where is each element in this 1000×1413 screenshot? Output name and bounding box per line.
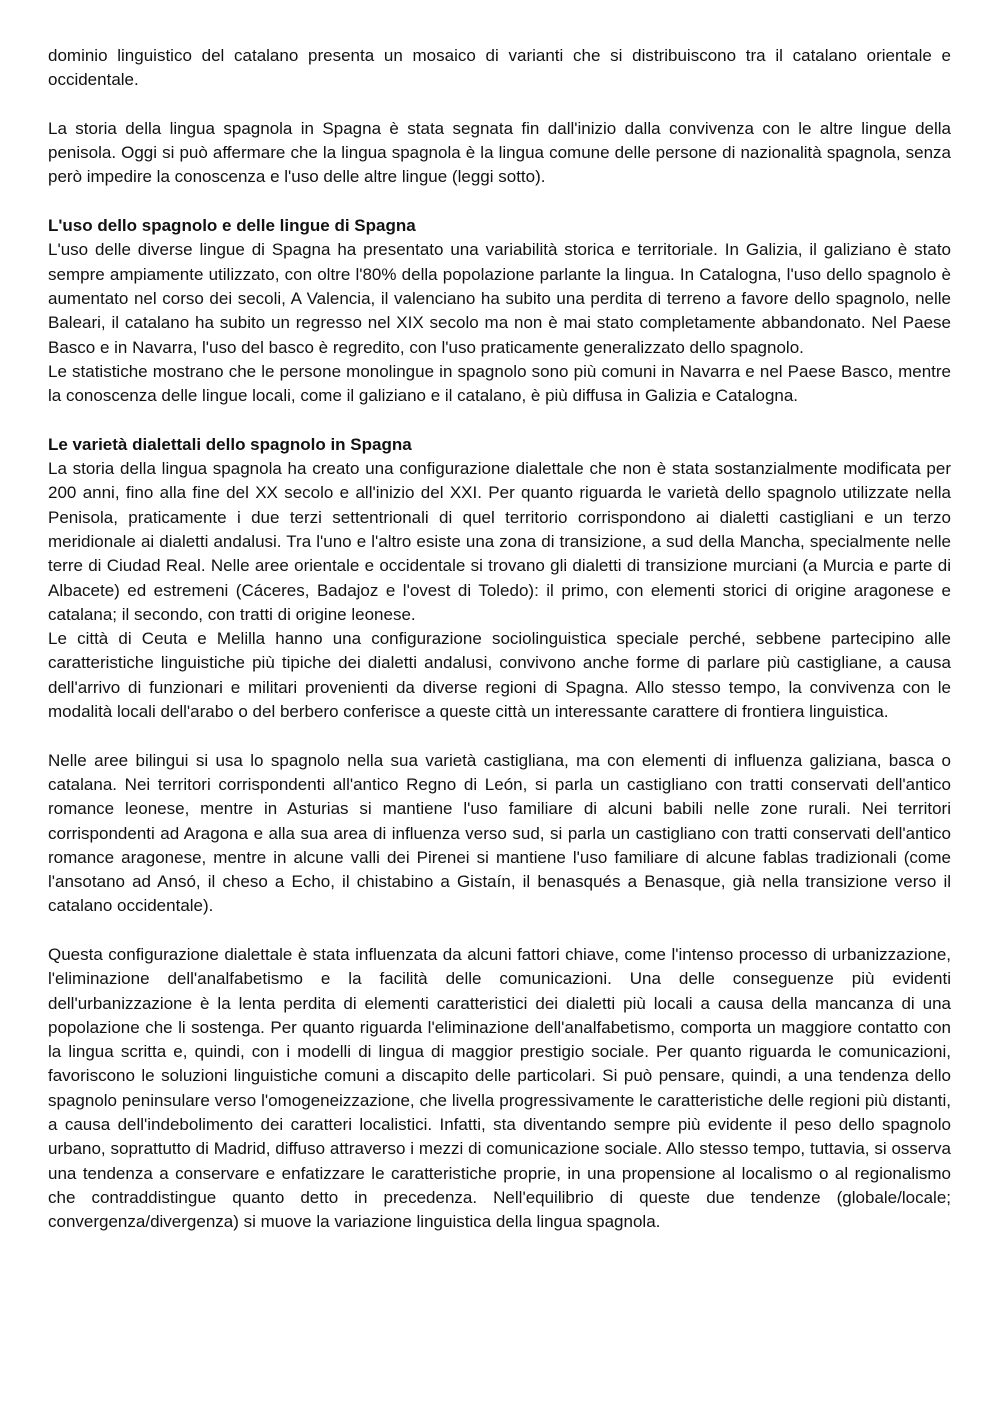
paragraph-spacer	[48, 919, 951, 943]
section1-paragraph-2: Le statistiche mostrano che le persone monolingue in spagnolo sono più comuni in Navarra e nel Paese Basco, mentre la conoscenza delle lingue locali, come il galiziano e il catalano, è più diffusa in Galizia e Catalogna.	[48, 361, 951, 406]
section2-paragraph-1: La storia della lingua spagnola ha creato una configurazione dialettale che non è stata sostanzialmente modificata per 200 anni, fino alla fine del XX secolo e all'inizio del XXI. Per quanto riguarda le varietà dello spagnolo utilizzate nella Penisola, praticamente i due terzi settentrionali di quel territorio corrispondono ai dialetti castigliani e un terzo meridionale ai dialetti andalusi. Tra l'uno e l'altro esiste una zona di transizione, a sud della Mancha, specialmente nelle terre di Ciudad Real. Nelle aree orientale e occidentale si trovano gli dialetti di transizione murciani (a Murcia e parte di Albacete) ed estremeni (Cáceres, Badajoz e l'ovest di Toledo): il primo, con elementi storici di origine aragonese e catalana; il secondo, con tratti di origine leonese.	[48, 459, 951, 624]
intro-continuation-paragraph: dominio linguistico del catalano presenta un mosaico di varianti che si distribuiscono tra il catalano orientale e occidentale.	[48, 46, 951, 90]
paragraph-spacer	[48, 93, 951, 117]
section-heading-language-use: L'uso dello spagnolo e delle lingue di Spagna	[48, 216, 416, 236]
section2-paragraph-4: Questa configurazione dialettale è stata influenzata da alcuni fattori chiave, come l'intenso processo di urbanizzazione, l'eliminazione dell'analfabetismo e la facilità delle comunicazioni. Una delle conseguenze più evidenti dell'urbanizzazione è la lenta perdita di elementi caratteristici dei dialetti più locali a causa della mancanza di una popolazione che li sostenga. Per quanto riguarda l'eliminazione dell'analfabetismo, comporta un maggiore contatto con la lingua scritta e, quindi, con i modelli di lingua di maggior prestigio sociale. Per quanto riguarda le comunicazioni, favoriscono le soluzioni linguistiche comuni a discapito delle particolari. Si può pensare, quindi, a una tendenza dello spagnolo peninsulare verso l'omogeneizzazione, che livella progressivamente le caratteristiche delle regioni più distanti, a causa dell'indebolimento dei caratteri localistici. Infatti, sta diventando sempre più evidente il peso dello spagnolo urbano, soprattutto di Madrid, diffuso attraverso i mezzi di comunicazione sociale. Allo stesso tempo, tuttavia, si osserva una tendenza a conservare e enfatizzare le caratteristiche proprie, in una propensione al localismo o al regionalismo che contraddistingue quanto detto in precedenza. Nell'equilibrio di queste due tendenze (globale/locale; convergenza/divergenza) si muove la variazione linguistica della lingua spagnola.	[48, 944, 951, 1232]
paragraph-spacer	[48, 190, 951, 214]
section-heading-dialect-varieties: Le varietà dialettali dello spagnolo in Spagna	[48, 434, 412, 454]
section1-paragraph-1: L'uso delle diverse lingue di Spagna ha presentato una variabilità storica e territoriale. In Galizia, il galiziano è stato sempre ampiamente utilizzato, con oltre l'80% della popolazione parlante la lingua. In Catalogna, l'uso dello spagnolo è aumentato nel corso dei secoli, A Valencia, il valenciano ha subito una perdita di terreno a favore dello spagnolo, nelle Baleari, il catalano ha subito un regresso nel XIX secolo ma non è mai stato completamente abbandonato. Nel Paese Basco e in Navarra, l'uso del basco è regredito, con l'uso praticamente generalizzato dello spagnolo.	[48, 240, 951, 357]
document-page	[48, 44, 951, 1235]
intro-paragraph: La storia della lingua spagnola in Spagna è stata segnata fin dall'inizio dalla convivenza con le altre lingue della penisola. Oggi si può affermare che la lingua spagnola è la lingua comune delle persone di nazionalità spagnola, senza però impedire la conoscenza e l'uso delle altre lingue (leggi sotto).	[48, 118, 951, 187]
section2-paragraph-2: Le città di Ceuta e Melilla hanno una configurazione sociolinguistica speciale perché, sebbene partecipino alle caratteristiche linguistiche più tipiche dei dialetti andalusi, convivono anche forme di parlare più castigliane, a causa dell'arrivo di funzionari e militari provenienti da diverse regioni di Spagna. Allo stesso tempo, la convivenza con le modalità locali dell'arabo o del berbero conferisce a queste città un interessante carattere di frontiera linguistica.	[48, 629, 951, 722]
paragraph-spacer	[48, 724, 951, 748]
paragraph-spacer	[48, 408, 951, 432]
section2-paragraph-3: Nelle aree bilingui si usa lo spagnolo nella sua varietà castigliana, ma con elementi di influenza galiziana, basca o catalana. Nei territori corrispondenti all'antico Regno di León, si parla un castigliano con tratti conservati dell'antico romance leonese, mentre in Asturias si mantiene l'uso familiare di alcuni babili nelle zone rurali. Nei territori corrispondenti ad Aragona e alla sua area di influenza verso sud, si parla un castigliano con tratti conservati dell'antico romance aragonese, mentre in alcune valli dei Pirenei si mantiene l'uso familiare di alcune fablas tradizionali (come l'ansotano ad Ansó, il cheso a Echo, il chistabino a Gistaín, il benasqués a Benasque, già nella transizione verso il catalano occidentale).	[48, 750, 951, 916]
